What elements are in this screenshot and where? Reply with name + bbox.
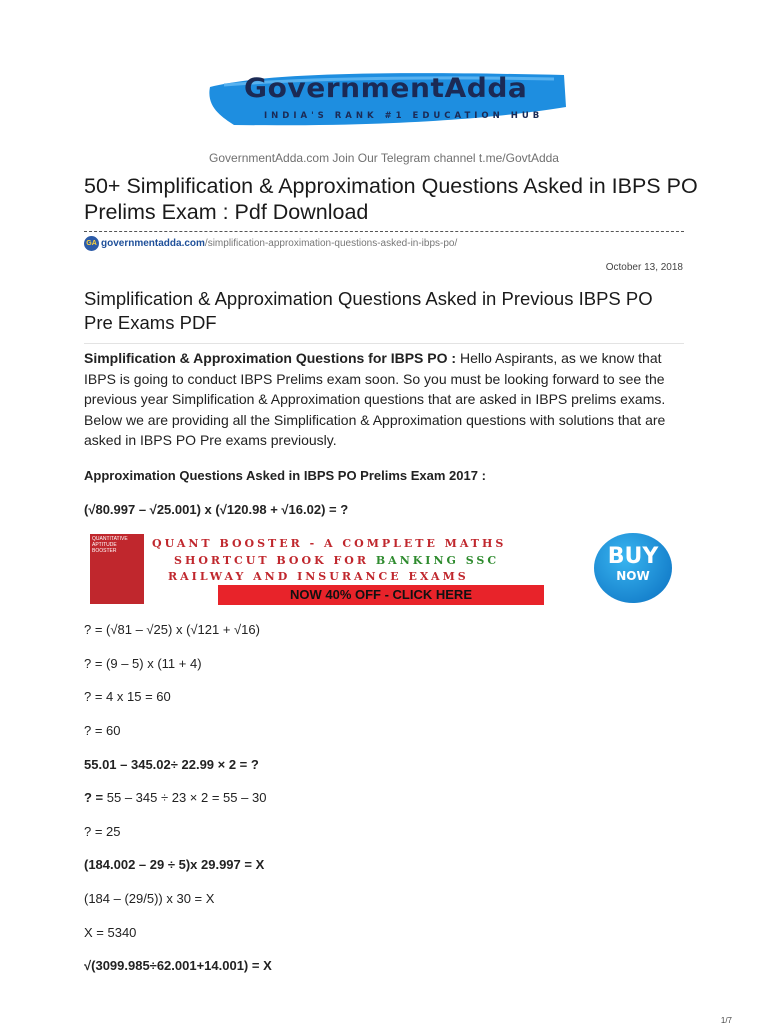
- solution-step-3: ? = 4 x 15 = 60: [84, 689, 171, 704]
- solution-step-4: ? = 60: [84, 723, 121, 738]
- source-link[interactable]: [84, 236, 457, 254]
- logo-tagline: INDIA'S RANK #1 EDUCATION HUB: [264, 111, 544, 121]
- question-2-solution: [84, 790, 266, 805]
- site-favicon-icon: GA: [84, 236, 99, 251]
- buy-label: BUY: [607, 544, 659, 569]
- heading-rule: [84, 343, 684, 344]
- q2-solution-text: 55 – 345 ÷ 23 × 2 = 55 – 30: [103, 790, 267, 805]
- question-1: (√80.997 – √25.001) x (√120.98 + √16.02) = ?: [84, 502, 349, 517]
- banner-line-2b: BANKING SSC: [375, 554, 500, 567]
- telegram-notice: GovernmentAdda.com Join Our Telegram channel t.me/GovtAdda: [209, 151, 559, 165]
- publish-date: October 13, 2018: [605, 262, 683, 273]
- site-logo[interactable]: [204, 67, 570, 131]
- intro-bold-lead: Simplification & Approximation Questions for IBPS PO :: [84, 350, 457, 366]
- source-domain: governmentadda.com: [101, 238, 205, 250]
- page-number: 1/7: [720, 1016, 732, 1025]
- logo-wordmark: GovernmentAdda: [244, 73, 528, 104]
- now-label: NOW: [616, 569, 650, 583]
- intro-paragraph: [84, 348, 684, 451]
- solution-step-1: ? = (√81 – √25) x (√121 + √16): [84, 622, 260, 637]
- book-cover-image: QUANTITATIVE APTITUDE BOOSTER: [90, 534, 144, 604]
- banner-line-1: QUANT BOOSTER - A COMPLETE MATHS: [152, 537, 507, 550]
- source-path: /simplification-approximation-questions-asked-in-ibps-po/: [204, 238, 458, 250]
- question-3-answer: X = 5340: [84, 925, 137, 940]
- banner-line-2a: SHORTCUT BOOK FOR: [174, 554, 370, 567]
- question-3: (184.002 – 29 ÷ 5)x 29.997 = X: [84, 857, 265, 872]
- question-4: √(3099.985÷62.001+14.001) = X: [84, 958, 272, 973]
- banner-line-3: RAILWAY AND INSURANCE EXAMS: [168, 570, 469, 583]
- page-title: 50+ Simplification & Approximation Questions Asked in IBPS PO Prelims Exam : Pdf Download: [84, 174, 698, 224]
- buy-now-button[interactable]: [594, 533, 672, 603]
- intro-text: Hello Aspirants, as we know that IBPS is going to conduct IBPS Prelims exam soon. So you must be looking forward to see the previous year Simplification & Approximation questions that are asked in IBPS prelims exams. Below we are providing all the Simplification & Approximation questions with solutions that are asked in IBPS PO Pre exams previously.: [84, 350, 666, 448]
- promo-banner[interactable]: [86, 531, 676, 606]
- solution-step-2: ? = (9 – 5) x (11 + 4): [84, 656, 202, 671]
- offer-button[interactable]: NOW 40% OFF - CLICK HERE: [218, 585, 544, 605]
- question-2-answer: ? = 25: [84, 824, 121, 839]
- title-divider: [84, 231, 684, 232]
- banner-line-2: [174, 554, 499, 567]
- question-2: 55.01 – 345.02÷ 22.99 × 2 = ?: [84, 757, 259, 772]
- article-heading: Simplification & Approximation Questions Asked in Previous IBPS PO Pre Exams PDF: [84, 288, 653, 333]
- question-3-solution: (184 – (29/5)) x 30 = X: [84, 891, 215, 906]
- q2-solution-lead: ? =: [84, 790, 104, 805]
- section-heading: Approximation Questions Asked in IBPS PO Prelims Exam 2017 :: [84, 468, 486, 483]
